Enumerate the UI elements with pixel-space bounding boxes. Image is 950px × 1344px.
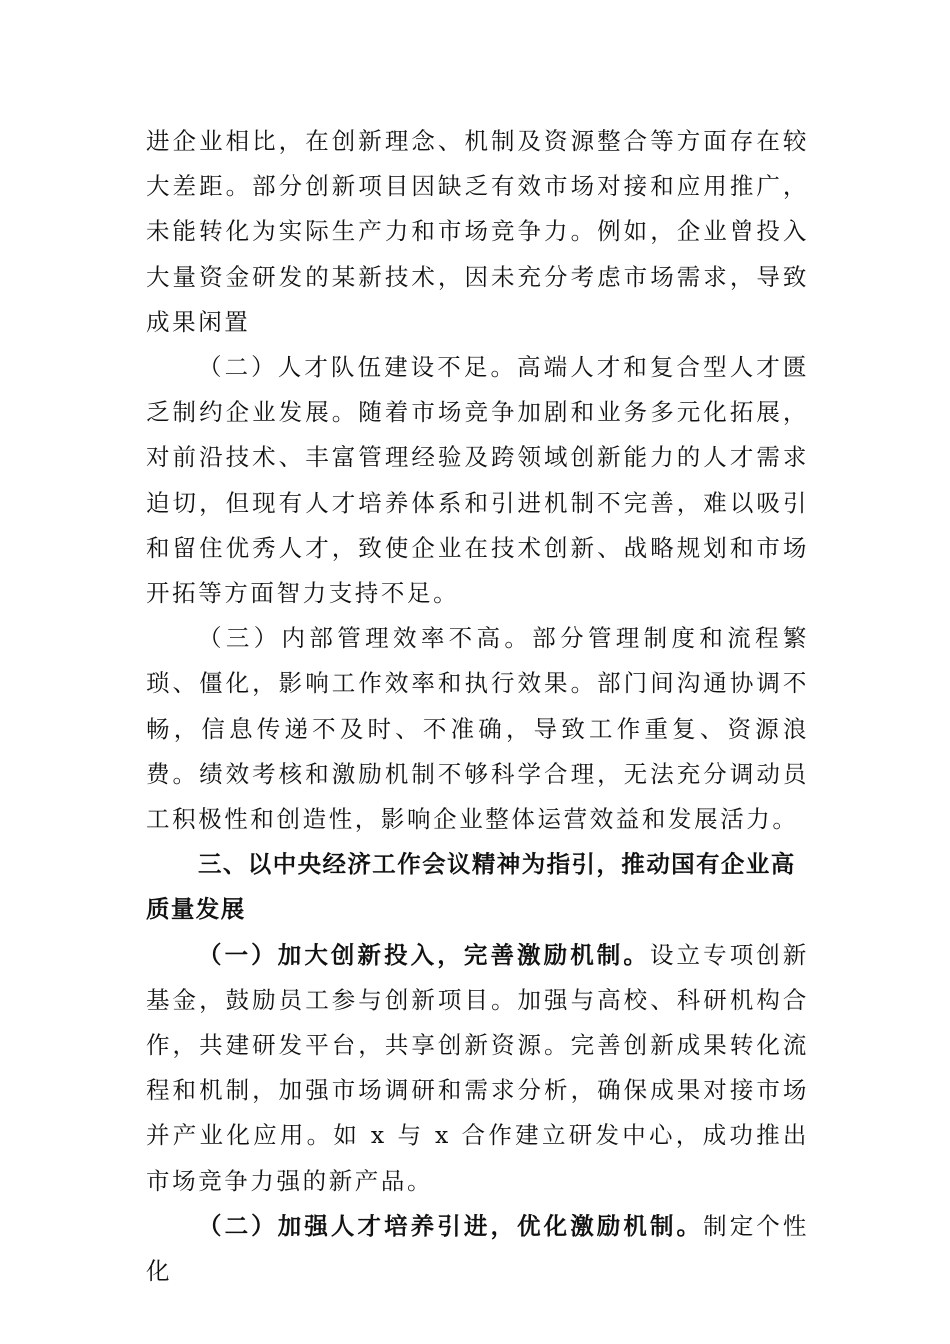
paragraph-lead: （一）加大创新投入，完善激励机制。 xyxy=(198,940,650,969)
paragraph-text: 设立专项创新基金，鼓励员工参与创新项目。加强与高校、科研机构合作，共建研发平台，共享创新资源。完善创新成果转化流程和机制，加强市场调研和需求分析，确保成果对接市场并产业化应用。如 x 与 x 合作建立研发中心，成功推出市场竞争力强的新产品。 xyxy=(146,940,809,1195)
paragraph-talent-cultivation xyxy=(146,1204,809,1294)
paragraph-management-efficiency xyxy=(146,616,809,842)
document-body xyxy=(146,119,809,1294)
paragraph-lead: （二）加强人才培养引进，优化激励机制。 xyxy=(198,1211,704,1240)
paragraph-innovation-gap xyxy=(146,119,809,345)
paragraph-text: 进企业相比，在创新理念、机制及资源整合等方面存在较大差距。部分创新项目因缺乏有效市场对接和应用推广，未能转化为实际生产力和市场竞争力。例如，企业曾投入大量资金研发的某新技术，因未充分考虑市场需求，导致成果闲置 xyxy=(146,127,809,336)
paragraph-innovation-investment xyxy=(146,933,809,1204)
paragraph-text: 部分管理制度和流程繁琐、僵化，影响工作效率和执行效果。部门间沟通协调不畅，信息传递不及时、不准确，导致工作重复、资源浪费。绩效考核和激励机制不够科学合理，无法充分调动员工积极性和创造性，影响企业整体运营效益和发展活力。 xyxy=(146,624,810,834)
paragraph-talent-shortage xyxy=(146,345,809,616)
paragraph-text: 制定个性化 xyxy=(146,1211,809,1286)
paragraph-lead: （二）人才队伍建设不足。 xyxy=(198,353,518,382)
paragraph-text: 高端人才和复合型人才匮乏制约企业发展。随着市场竞争加剧和业务多元化拓展，对前沿技术、丰富管理经验及跨领域创新能力的人才需求迫切，但现有人才培养体系和引进机制不完善，难以吸引和留住优秀人才，致使企业在技术创新、战略规划和市场开拓等方面智力支持不足。 xyxy=(146,353,809,608)
paragraph-lead: （三）内部管理效率不高。 xyxy=(198,624,533,653)
section-heading-3: 三、以中央经济工作会议精神为指引，推动国有企业高质量发展 xyxy=(146,850,796,924)
